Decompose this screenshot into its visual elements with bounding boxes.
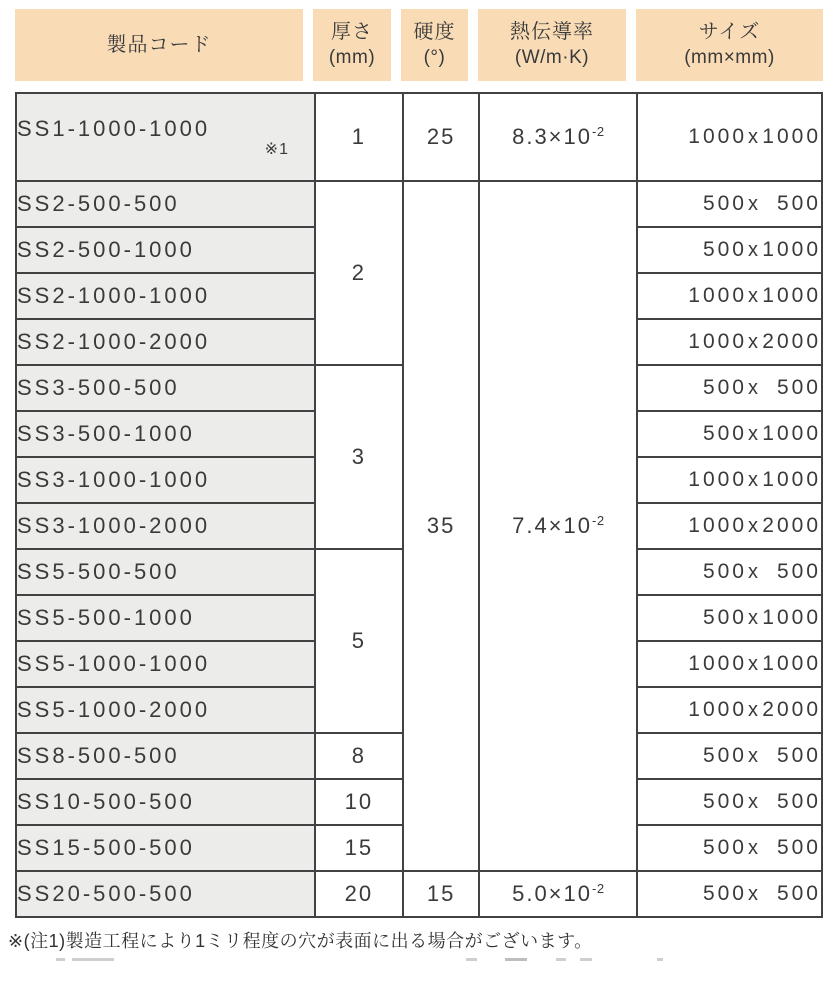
- table-row: [16, 181, 822, 227]
- product-code-cell: SS3-500-500: [16, 365, 315, 411]
- product-code-cell: SS3-1000-2000: [16, 503, 315, 549]
- exponent: -2: [592, 124, 605, 139]
- footnote: ※(注1)製造工程により1ミリ程度の穴が表面に出る場合がございます。: [8, 931, 593, 951]
- thickness-cell: 15: [315, 825, 403, 871]
- header-unit: (°): [423, 47, 446, 68]
- table-row: [16, 93, 822, 181]
- size-cell: 500 x 500: [637, 871, 822, 917]
- hardness-cell: 35: [403, 181, 480, 871]
- thermal-conductivity-cell: $8.3\times 10^{-2}$: [479, 93, 637, 181]
- product-code-cell: SS10-500-500: [16, 779, 315, 825]
- exponent: -2: [592, 513, 605, 528]
- thickness-cell: 10: [315, 779, 403, 825]
- product-code-cell: SS2-1000-2000: [16, 319, 315, 365]
- product-code-cell: SS3-500-1000: [16, 411, 315, 457]
- header-cell-thermal-conductivity: [478, 9, 626, 81]
- size-cell: 500 x 1000: [637, 595, 822, 641]
- header-cell-size: [636, 9, 823, 81]
- header-label: 製品コード: [106, 33, 212, 56]
- exponent: -2: [592, 881, 605, 896]
- header-label: サイズ: [698, 21, 761, 43]
- header-label: 熱伝導率: [510, 21, 594, 43]
- size-cell: 1000 x 1000: [637, 457, 822, 503]
- product-code-cell: SS3-1000-1000: [16, 457, 315, 503]
- product-code-cell: SS5-1000-2000: [16, 687, 315, 733]
- thermal-conductivity-cell: $5.0\times 10^{-2}$: [479, 871, 637, 917]
- product-code-cell: SS5-1000-1000: [16, 641, 315, 687]
- thermal-conductivity-cell: $7.4\times 10^{-2}$: [479, 181, 637, 871]
- size-cell: 1000 x 1000: [637, 93, 822, 181]
- size-cell: 500 x 500: [637, 733, 822, 779]
- header-cell-thickness: [313, 9, 391, 81]
- header-unit: (W/m·K): [514, 47, 590, 68]
- code-footnote-marker: ※1: [264, 141, 289, 158]
- product-code-cell: SS2-500-500: [16, 181, 315, 227]
- size-cell: 500 x 500: [637, 825, 822, 871]
- product-code-cell: SS2-500-1000: [16, 227, 315, 273]
- size-cell: 1000 x 1000: [637, 641, 822, 687]
- table-header: [15, 9, 823, 81]
- size-cell: 500 x 500: [637, 181, 822, 227]
- header-label: 厚さ: [331, 21, 373, 43]
- product-code-cell: SS1-1000-1000 ※1: [16, 93, 315, 181]
- size-cell: 1000 x 2000: [637, 503, 822, 549]
- size-cell: 500 x 500: [637, 549, 822, 595]
- size-cell: 1000 x 2000: [637, 687, 822, 733]
- product-code-cell: SS8-500-500: [16, 733, 315, 779]
- thickness-cell: 20: [315, 871, 403, 917]
- thickness-cell: 3: [315, 365, 403, 549]
- size-cell: 500 x 500: [637, 365, 822, 411]
- thickness-cell: 2: [315, 181, 403, 365]
- spec-table: [15, 92, 823, 918]
- size-cell: 500 x 1000: [637, 227, 822, 273]
- product-code-cell: SS5-500-1000: [16, 595, 315, 641]
- product-code-cell: SS15-500-500: [16, 825, 315, 871]
- header-cell-hardness: [401, 9, 468, 81]
- thickness-cell: 5: [315, 549, 403, 733]
- table-row: [16, 871, 822, 917]
- thickness-cell: 1: [315, 93, 403, 181]
- header-label: 硬度: [413, 21, 456, 43]
- product-code-cell: SS2-1000-1000: [16, 273, 315, 319]
- size-cell: 1000 x 1000: [637, 273, 822, 319]
- size-cell: 500 x 500: [637, 779, 822, 825]
- thickness-cell: 8: [315, 733, 403, 779]
- header-cell-product-code: [15, 9, 303, 81]
- product-code-cell: SS20-500-500: [16, 871, 315, 917]
- size-cell: 500 x 1000: [637, 411, 822, 457]
- header-unit: (mm): [328, 47, 376, 68]
- product-code-cell: SS5-500-500: [16, 549, 315, 595]
- size-cell: 1000 x 2000: [637, 319, 822, 365]
- hardness-cell: 15: [403, 871, 480, 917]
- header-unit: (mm×mm): [684, 47, 775, 68]
- hardness-cell: 25: [403, 93, 480, 181]
